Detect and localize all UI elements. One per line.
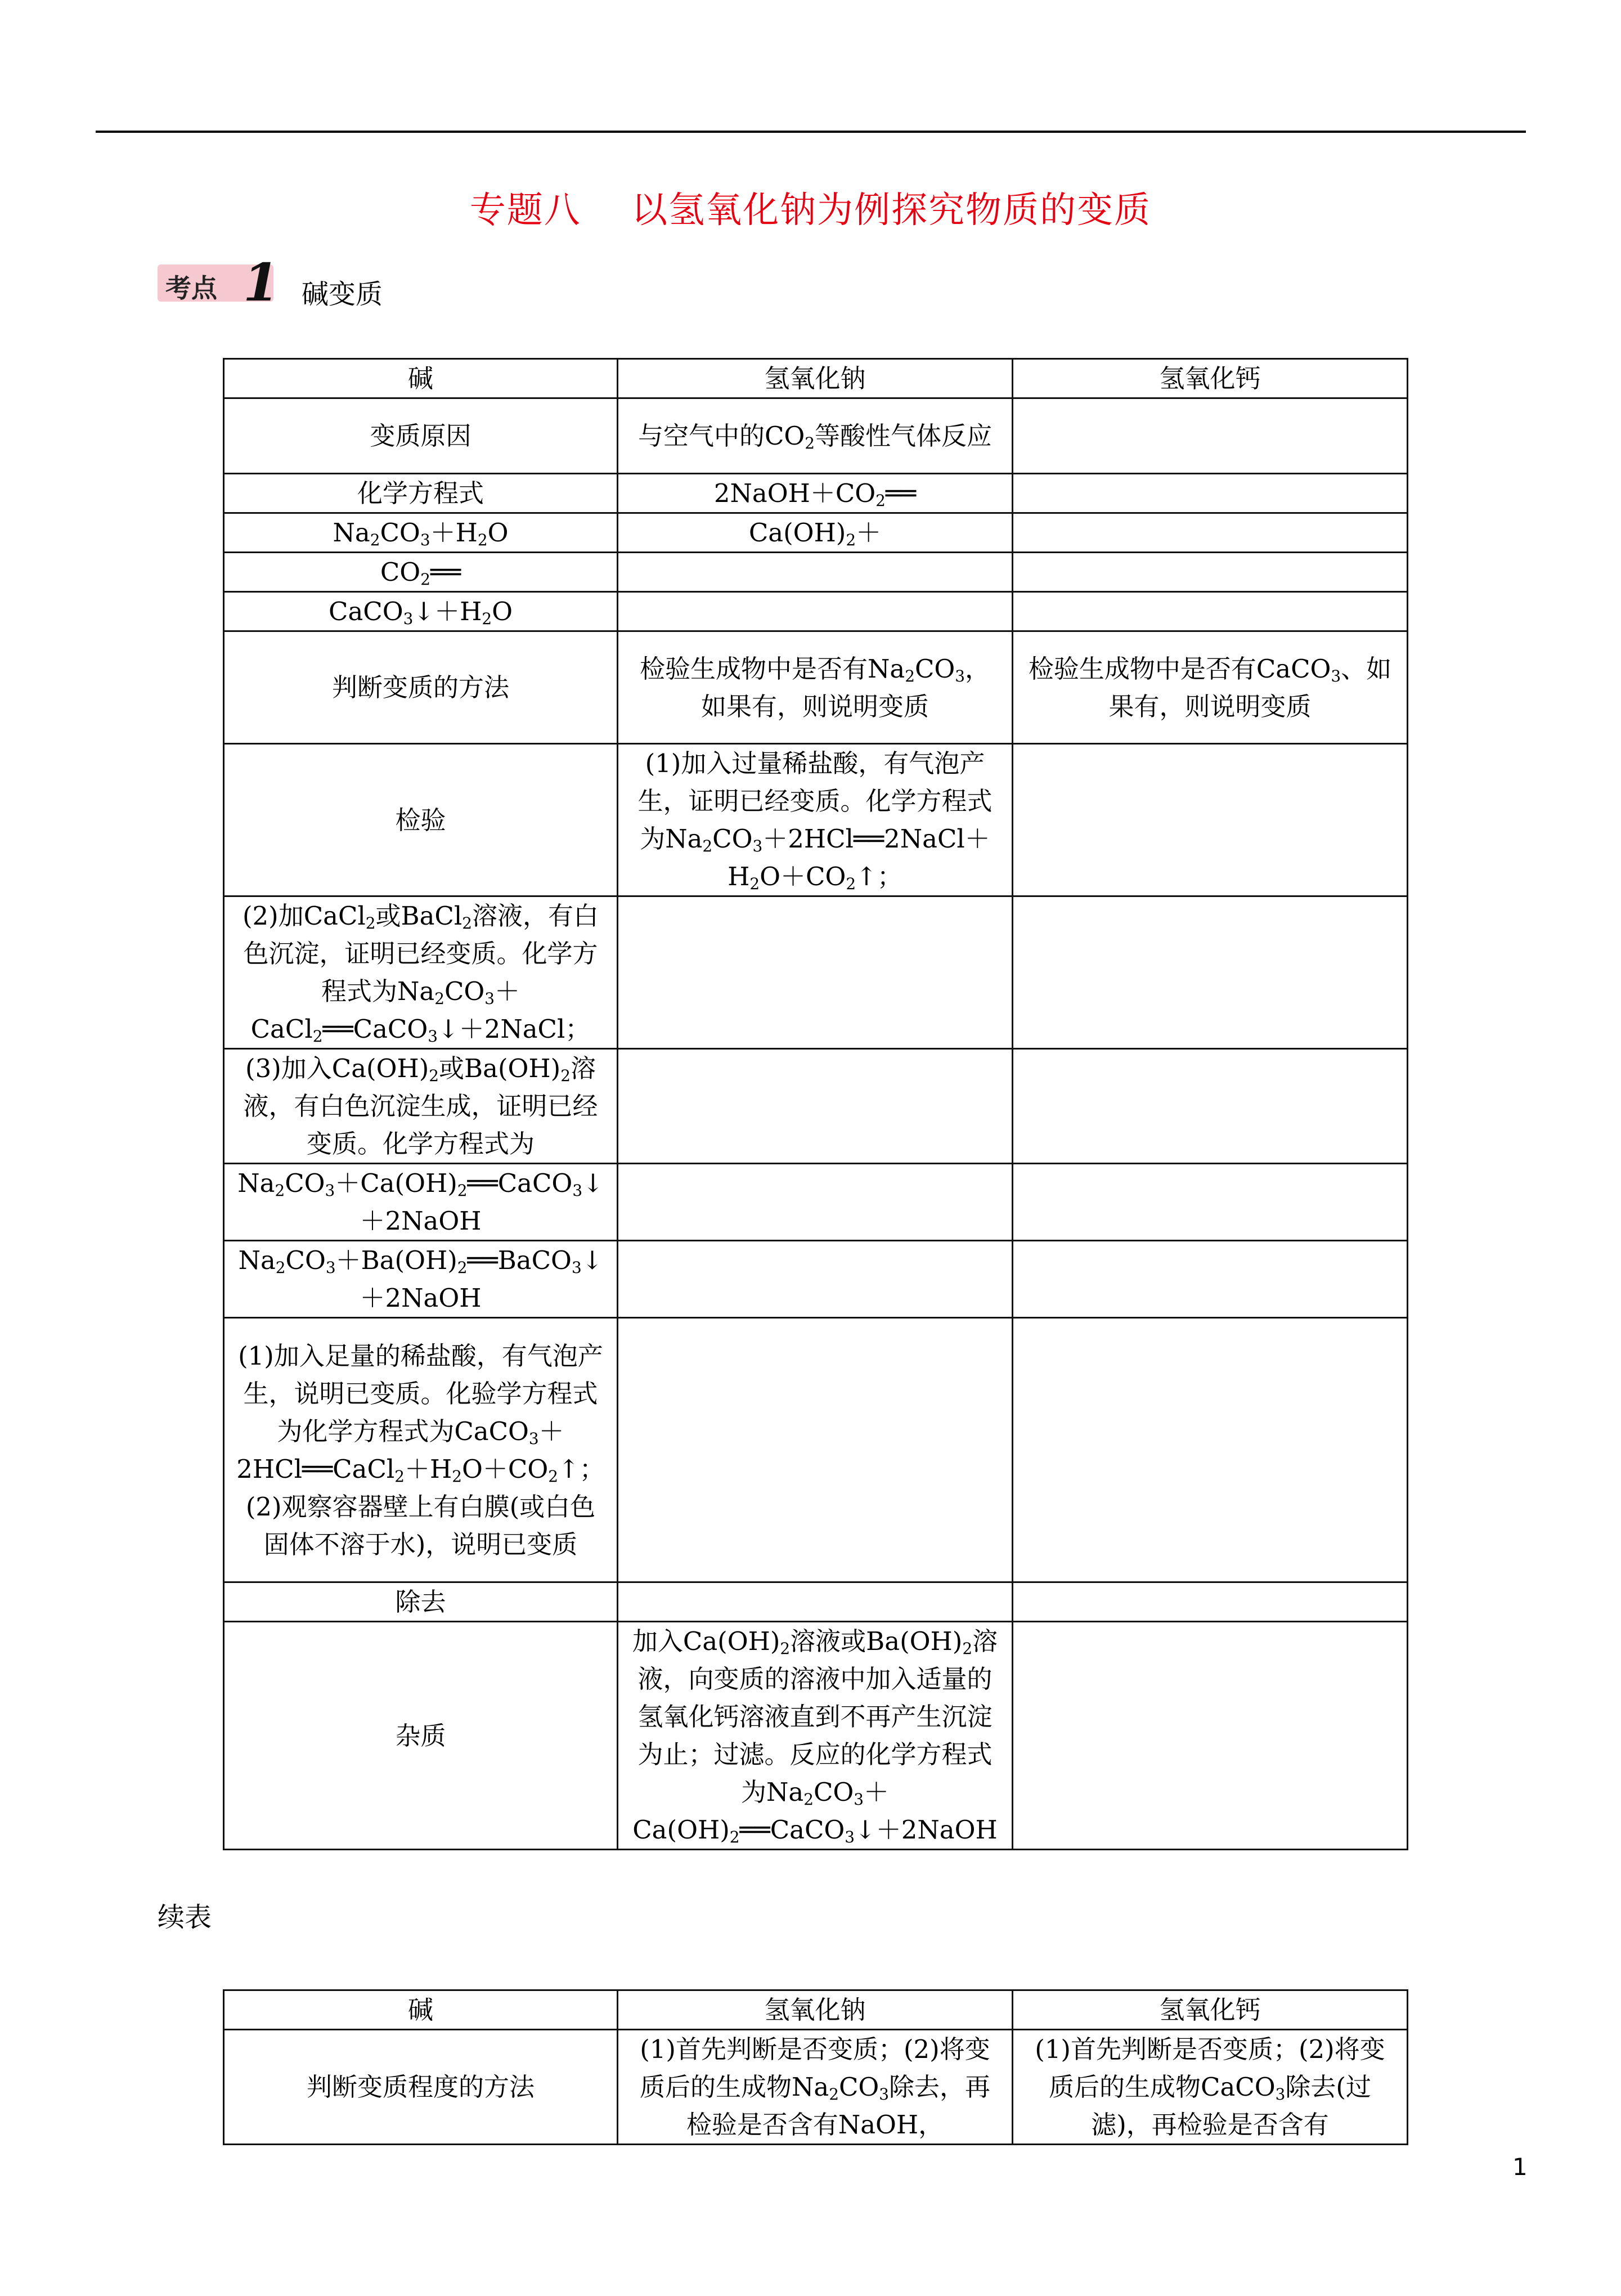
header-naoh: 氢氧化钠	[618, 1990, 1013, 2030]
table-cell: 加入$Ca(OH)_2$溶液或$Ba(OH)_2$溶液，向变质的溶液中加入适量的氢氧化钙溶液直到不再产生沉淀为止；过滤。反应的化学方程式为$Na_2CO_3+Ca(OH)_2══CaCO_3↓+2NaOH$	[618, 1622, 1013, 1850]
table-cell: 判断变质程度的方法	[224, 2030, 618, 2145]
table-row	[224, 1582, 1408, 1622]
table-cell: (3)加入$Ca(OH)_2$或$Ba(OH)_2$溶液，有白色沉淀生成，证明已经变质。化学方程式为	[224, 1049, 618, 1164]
table-cell: $Na_2CO_3+Ba(OH)_2══BaCO_3↓+2NaOH$	[224, 1241, 618, 1318]
page-title: 专题八 以氢氧化钠为例探究物质的变质	[469, 190, 1152, 231]
table-cell: 检验	[224, 744, 618, 896]
table-cell	[1013, 896, 1408, 1049]
table-cell: $2NaOH+CO_2══$	[618, 474, 1013, 513]
table-cell	[618, 896, 1013, 1049]
table-cell: 判断变质的方法	[224, 631, 618, 744]
table-row	[224, 2030, 1408, 2145]
table-deterioration-degree	[223, 1989, 1408, 2145]
table-row	[224, 896, 1408, 1049]
top-rule	[96, 131, 1526, 133]
table-cell: 变质原因	[224, 398, 618, 474]
table-row	[224, 631, 1408, 744]
table-cell	[1013, 1241, 1408, 1318]
table-cell: $Na_2CO_3+Ca(OH)_2══CaCO_3↓+2NaOH$	[224, 1164, 618, 1241]
table-cell	[1013, 1049, 1408, 1164]
page-number: 1	[1512, 2153, 1528, 2181]
kaodian-badge	[158, 252, 280, 313]
table-alkali-deterioration	[223, 358, 1408, 1850]
table-row	[224, 744, 1408, 896]
table-cell	[618, 1241, 1013, 1318]
table-row	[224, 1049, 1408, 1164]
table-row	[224, 1164, 1408, 1241]
table-cell: 除去	[224, 1582, 618, 1622]
table-row	[224, 1241, 1408, 1318]
header-naoh: 氢氧化钠	[618, 359, 1013, 398]
table-cell	[618, 1582, 1013, 1622]
table-cell	[1013, 1582, 1408, 1622]
kaodian-badge-number: 1	[243, 252, 280, 313]
section-label: 碱变质	[302, 279, 383, 310]
table-cell	[618, 1049, 1013, 1164]
table-cell: $CO_2══$	[224, 553, 618, 592]
table-cell: $CaCO_3↓+H_2O$	[224, 592, 618, 631]
table-cell	[1013, 1318, 1408, 1582]
table-row	[224, 474, 1408, 513]
table-cell	[1013, 1622, 1408, 1850]
table-cell: (1)加入足量的稀盐酸，有气泡产生，说明已变质。化验学方程式为化学方程式为$CaCO_3+2HCl══CaCl_2+H_2O+CO_2↑$；(2)观察容器壁上有白膜(或白色固体不溶于水)，说明已变质	[224, 1318, 618, 1582]
table-row	[224, 592, 1408, 631]
table-cell: 化学方程式	[224, 474, 618, 513]
header-alkali: 碱	[224, 1990, 618, 2030]
header-caoh2: 氢氧化钙	[1013, 359, 1408, 398]
table-cell: (1)加入过量稀盐酸，有气泡产生，证明已经变质。化学方程式为$Na_2CO_3+2HCl══2NaCl+H_2O+CO_2↑$；	[618, 744, 1013, 896]
table-cell: $Ca(OH)_2+$	[618, 513, 1013, 553]
table-row	[224, 398, 1408, 474]
header-alkali: 碱	[224, 359, 618, 398]
table-cell: 检验生成物中是否有$Na_2CO_3$，如果有，则说明变质	[618, 631, 1013, 744]
table-cell	[1013, 1164, 1408, 1241]
table-cell: 杂质	[224, 1622, 618, 1850]
table-row	[224, 1622, 1408, 1850]
table-row	[224, 553, 1408, 592]
table-cell: (1)首先判断是否变质；(2)将变质后的生成物CaCO$_3$除去(过滤)，再检验是否含有	[1013, 2030, 1408, 2145]
table-cell	[618, 1318, 1013, 1582]
kaodian-badge-text: 考点	[165, 273, 217, 303]
table-cell: 检验生成物中是否有CaCO$_3$、如果有，则说明变质	[1013, 631, 1408, 744]
table-row	[224, 1318, 1408, 1582]
table-header-row	[224, 1990, 1408, 2030]
table-cell	[1013, 592, 1408, 631]
table-cell	[1013, 553, 1408, 592]
table-cell: $Na_2CO_3+H_2O$	[224, 513, 618, 553]
table-cell	[618, 553, 1013, 592]
continued-label: 续表	[158, 1902, 212, 1933]
table-cell	[618, 1164, 1013, 1241]
table-cell: 与空气中的$CO_2$等酸性气体反应	[618, 398, 1013, 474]
table-cell	[1013, 744, 1408, 896]
header-caoh2: 氢氧化钙	[1013, 1990, 1408, 2030]
table-cell	[1013, 474, 1408, 513]
table-cell: (2)加CaCl$_2$或BaCl$_2$溶液，有白色沉淀，证明已经变质。化学方程式为$Na_2CO_3+CaCl_2══CaCO_3↓+2NaCl$；	[224, 896, 618, 1049]
table-cell	[1013, 513, 1408, 553]
table-row	[224, 513, 1408, 553]
table-cell	[1013, 398, 1408, 474]
table-cell	[618, 592, 1013, 631]
table-header-row	[224, 359, 1408, 398]
table-cell: (1)首先判断是否变质；(2)将变质后的生成物$Na_2CO_3$除去，再检验是否含有NaOH，	[618, 2030, 1013, 2145]
